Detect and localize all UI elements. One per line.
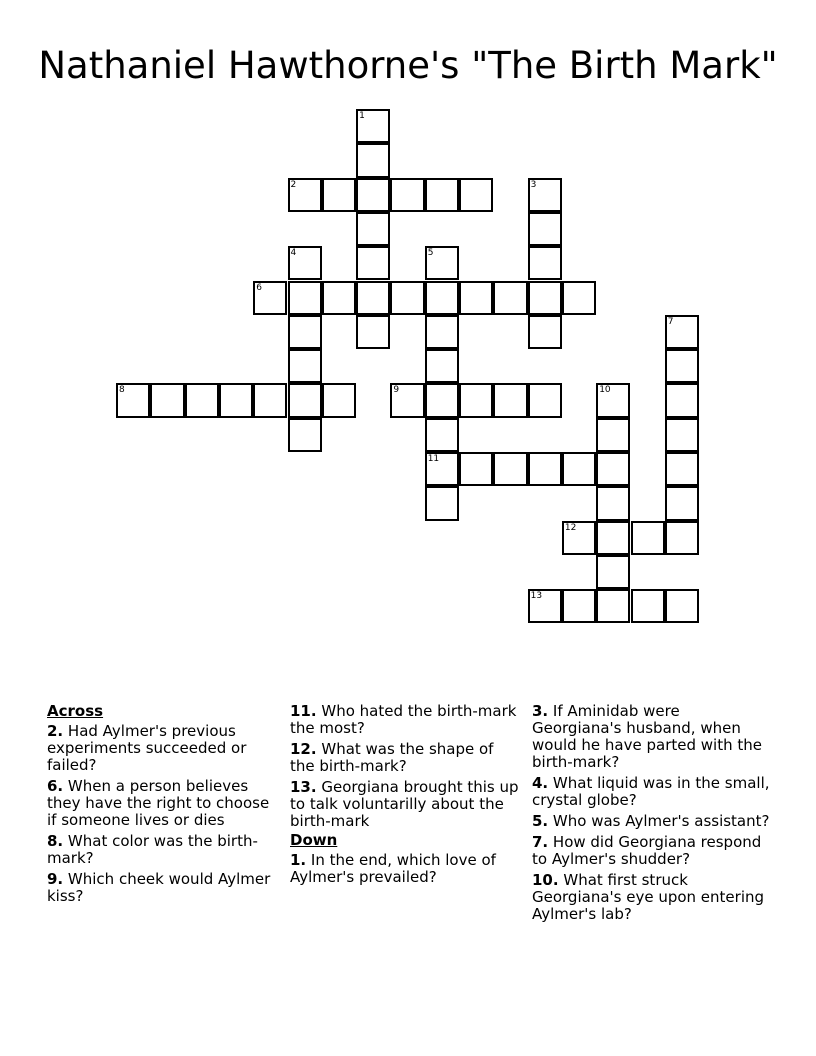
grid-cell[interactable]: [665, 521, 699, 555]
grid-cell[interactable]: [185, 383, 219, 417]
grid-cell[interactable]: [288, 418, 322, 452]
clue-across-6: [47, 778, 283, 829]
grid-cell[interactable]: [322, 178, 356, 212]
clue-across-9: [47, 871, 283, 905]
grid-cell[interactable]: [596, 555, 630, 589]
clue-number: 4.: [532, 774, 549, 792]
grid-cell[interactable]: [356, 281, 390, 315]
cell-number: 11: [427, 454, 440, 464]
grid-cell[interactable]: [253, 383, 287, 417]
grid-cell[interactable]: [425, 315, 459, 349]
clue-down-5: [532, 813, 772, 830]
grid-cell[interactable]: [425, 349, 459, 383]
clue-down-1: [290, 852, 522, 886]
grid-cell[interactable]: [528, 315, 562, 349]
clue-number: 11.: [290, 702, 317, 720]
grid-cell[interactable]: [596, 589, 630, 623]
grid-cell[interactable]: [356, 246, 390, 280]
clue-text: How did Georgiana respond to Aylmer's shudder?: [532, 833, 762, 868]
grid-cell[interactable]: [390, 281, 424, 315]
clue-number: 7.: [532, 833, 549, 851]
grid-cell[interactable]: [425, 246, 459, 280]
grid-cell[interactable]: [459, 281, 493, 315]
grid-cell[interactable]: [528, 212, 562, 246]
grid-cell[interactable]: [356, 212, 390, 246]
cell-number: 1: [359, 111, 365, 121]
grid-cell[interactable]: [665, 589, 699, 623]
grid-cell[interactable]: [596, 418, 630, 452]
clue-text: Which cheek would Aylmer kiss?: [47, 870, 271, 905]
clue-text: When a person believes they have the right to choose if someone lives or dies: [47, 777, 270, 829]
clue-text: What was the shape of the birth-mark?: [290, 740, 494, 775]
grid-cell[interactable]: [596, 383, 630, 417]
clue-text: In the end, which love of Aylmer's prevailed?: [290, 851, 496, 886]
grid-cell[interactable]: [356, 109, 390, 143]
clue-text: If Aminidab were Georgiana's husband, when would he have parted with the birth-mark?: [532, 702, 762, 771]
grid-cell[interactable]: [425, 452, 459, 486]
across-header: Across: [47, 702, 104, 720]
clue-number: 6.: [47, 777, 64, 795]
clue-across-11: [290, 703, 522, 737]
clue-column-1: [47, 703, 283, 909]
clue-number: 1.: [290, 851, 307, 869]
clue-across-13: [290, 779, 522, 830]
grid-cell[interactable]: [425, 281, 459, 315]
grid-cell[interactable]: [665, 452, 699, 486]
grid-cell[interactable]: [322, 383, 356, 417]
grid-cell[interactable]: [459, 452, 493, 486]
page-title: Nathaniel Hawthorne's "The Birth Mark": [38, 44, 778, 87]
cell-number: 3: [530, 179, 537, 190]
clue-down-3: [532, 703, 772, 771]
grid-cell[interactable]: [356, 143, 390, 177]
clue-number: 10.: [532, 871, 559, 889]
grid-cell[interactable]: [390, 383, 424, 417]
grid-cell[interactable]: [596, 452, 630, 486]
clue-across-8: [47, 833, 283, 867]
cell-number: 5: [427, 248, 434, 259]
grid-cell[interactable]: [356, 178, 390, 212]
clue-text: What first struck Georgiana's eye upon entering Aylmer's lab?: [532, 871, 765, 923]
grid-cell[interactable]: [390, 178, 424, 212]
cell-number: 2: [290, 179, 297, 190]
grid-cell[interactable]: [665, 418, 699, 452]
grid-cell[interactable]: [493, 281, 527, 315]
grid-cell[interactable]: [459, 178, 493, 212]
grid-cell[interactable]: [425, 383, 459, 417]
grid-cell[interactable]: [356, 315, 390, 349]
grid-cell[interactable]: [665, 486, 699, 520]
grid-cell[interactable]: [219, 383, 253, 417]
down-header: Down: [290, 831, 338, 849]
grid-cell[interactable]: [528, 281, 562, 315]
cell-number: 13: [530, 591, 543, 602]
grid-cell[interactable]: [459, 383, 493, 417]
grid-cell[interactable]: [288, 383, 322, 417]
grid-cell[interactable]: [596, 486, 630, 520]
grid-cell[interactable]: [528, 246, 562, 280]
grid-cell[interactable]: [425, 486, 459, 520]
clue-text: Georgiana brought this up to talk voluntarilly about the birth-mark: [290, 778, 519, 830]
clue-down-7: [532, 834, 772, 868]
clue-column-2: [290, 703, 522, 890]
clue-number: 3.: [532, 702, 549, 720]
grid-cell[interactable]: [493, 452, 527, 486]
grid-cell[interactable]: [425, 418, 459, 452]
grid-cell[interactable]: [493, 383, 527, 417]
grid-cell[interactable]: [528, 178, 562, 212]
clue-down-4: [532, 775, 772, 809]
clue-number: 9.: [47, 870, 64, 888]
grid-cell[interactable]: [631, 521, 665, 555]
clue-number: 13.: [290, 778, 317, 796]
cell-number: 4: [290, 248, 297, 259]
grid-cell[interactable]: [562, 589, 596, 623]
clue-text: What liquid was in the small, crystal globe?: [532, 774, 770, 809]
clue-number: 5.: [532, 812, 549, 830]
clue-number: 8.: [47, 832, 64, 850]
grid-cell[interactable]: [665, 383, 699, 417]
grid-cell[interactable]: [288, 246, 322, 280]
clue-text: Who was Aylmer's assistant?: [552, 812, 770, 830]
grid-cell[interactable]: [562, 281, 596, 315]
grid-cell[interactable]: [665, 315, 699, 349]
grid-cell[interactable]: [425, 178, 459, 212]
grid-cell[interactable]: [528, 383, 562, 417]
grid-cell[interactable]: [116, 383, 150, 417]
clue-across-12: [290, 741, 522, 775]
grid-cell[interactable]: [596, 521, 630, 555]
grid-cell[interactable]: [562, 452, 596, 486]
cell-number: 9: [393, 385, 400, 396]
clue-down-10: [532, 872, 772, 923]
clue-text: Who hated the birth-mark the most?: [290, 702, 517, 737]
grid-cell[interactable]: [562, 521, 596, 555]
grid-cell[interactable]: [528, 452, 562, 486]
grid-cell[interactable]: [631, 589, 665, 623]
grid-cell[interactable]: [528, 589, 562, 623]
grid-cell[interactable]: [288, 349, 322, 383]
clue-column-3: [532, 703, 772, 927]
cell-number: 6: [256, 282, 262, 293]
clue-text: What color was the birth-mark?: [47, 832, 258, 867]
cell-number: 8: [119, 385, 125, 396]
grid-cell[interactable]: [150, 383, 184, 417]
grid-cell[interactable]: [322, 281, 356, 315]
grid-cell[interactable]: [288, 315, 322, 349]
grid-cell[interactable]: [288, 178, 322, 212]
cell-number: 12: [564, 522, 577, 533]
grid-cell[interactable]: [665, 349, 699, 383]
clue-across-2: [47, 723, 283, 774]
cell-number: 10: [599, 385, 611, 396]
clue-number: 2.: [47, 722, 64, 740]
grid-cell[interactable]: [288, 281, 322, 315]
cell-number: 7: [667, 316, 674, 327]
grid-cell[interactable]: [253, 281, 287, 315]
clue-text: Had Aylmer's previous experiments succeeded or failed?: [47, 722, 247, 774]
clue-number: 12.: [290, 740, 317, 758]
